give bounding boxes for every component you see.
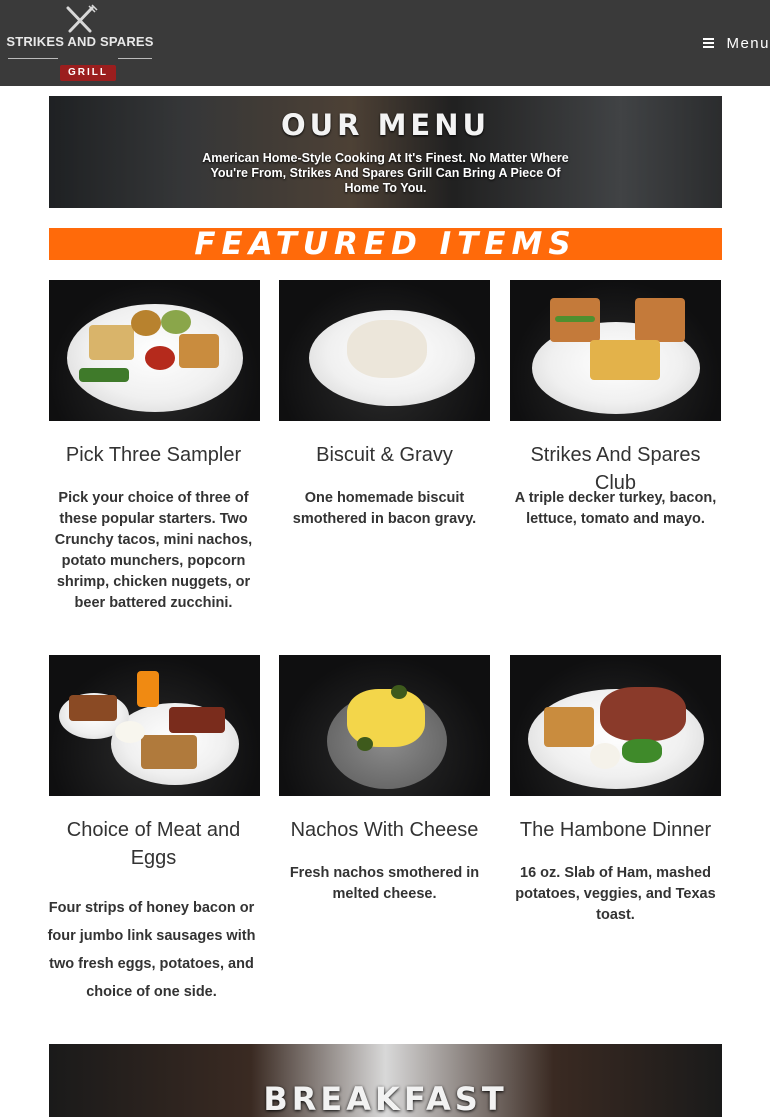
banner-title: OUR MENU xyxy=(280,108,491,142)
item-title: Strikes And Spares Club xyxy=(530,444,701,494)
site-logo[interactable] xyxy=(6,4,154,78)
banner-subtitle: American Home-Style Cooking At It's Finest. No Matter Where You're From, Strikes And Spares Grill Can Bring A Piece Of Home To You. xyxy=(202,151,569,195)
item-description: Four strips of honey bacon or four jumbo link sausages with two fresh eggs, potatoes, and choice of one side. xyxy=(47,900,256,1000)
site-header xyxy=(0,0,770,86)
menu-button[interactable] xyxy=(702,33,770,53)
strikes-spares-club-image[interactable] xyxy=(510,280,721,421)
item-description: Pick your choice of three of these popular starters. Two Crunchy tacos, mini nachos, potato munchers, popcorn shrimp, chicken nuggets, or beer battered zucchini. xyxy=(54,490,253,611)
menu-banner xyxy=(49,96,722,208)
logo-divider xyxy=(8,58,58,59)
item-title: Biscuit & Gravy xyxy=(316,444,453,466)
item-title: Choice of Meat and Eggs xyxy=(66,819,241,869)
pick-three-sampler-image[interactable] xyxy=(49,280,260,421)
nachos-cheese-image[interactable] xyxy=(279,655,490,796)
breakfast-banner xyxy=(49,1044,722,1117)
item-description: 16 oz. Slab of Ham, mashed potatoes, veggies, and Texas toast. xyxy=(515,865,716,923)
breakfast-title: BREAKFAST xyxy=(263,1080,508,1117)
item-description: A triple decker turkey, bacon, lettuce, tomato and mayo. xyxy=(514,490,717,527)
meat-and-eggs-image[interactable] xyxy=(49,655,260,796)
logo-grill-badge: GRILL xyxy=(60,65,116,81)
featured-items-label: FEATURED ITEMS xyxy=(194,226,577,262)
fork-knife-icon xyxy=(6,4,154,34)
item-description: Fresh nachos smothered in melted cheese. xyxy=(289,865,480,902)
item-description: One homemade biscuit smothered in bacon gravy. xyxy=(292,490,477,527)
item-title: Nachos With Cheese xyxy=(290,819,479,841)
hamburger-icon xyxy=(703,38,714,48)
item-title: The Hambone Dinner xyxy=(519,819,712,841)
featured-items-heading xyxy=(49,228,722,260)
menu-label: Menu xyxy=(726,34,770,52)
biscuit-gravy-image[interactable] xyxy=(279,280,490,421)
hambone-dinner-image[interactable] xyxy=(510,655,721,796)
item-title: Pick Three Sampler xyxy=(65,444,242,466)
logo-text: STRIKES AND SPARES xyxy=(6,34,154,49)
logo-divider xyxy=(118,58,152,59)
